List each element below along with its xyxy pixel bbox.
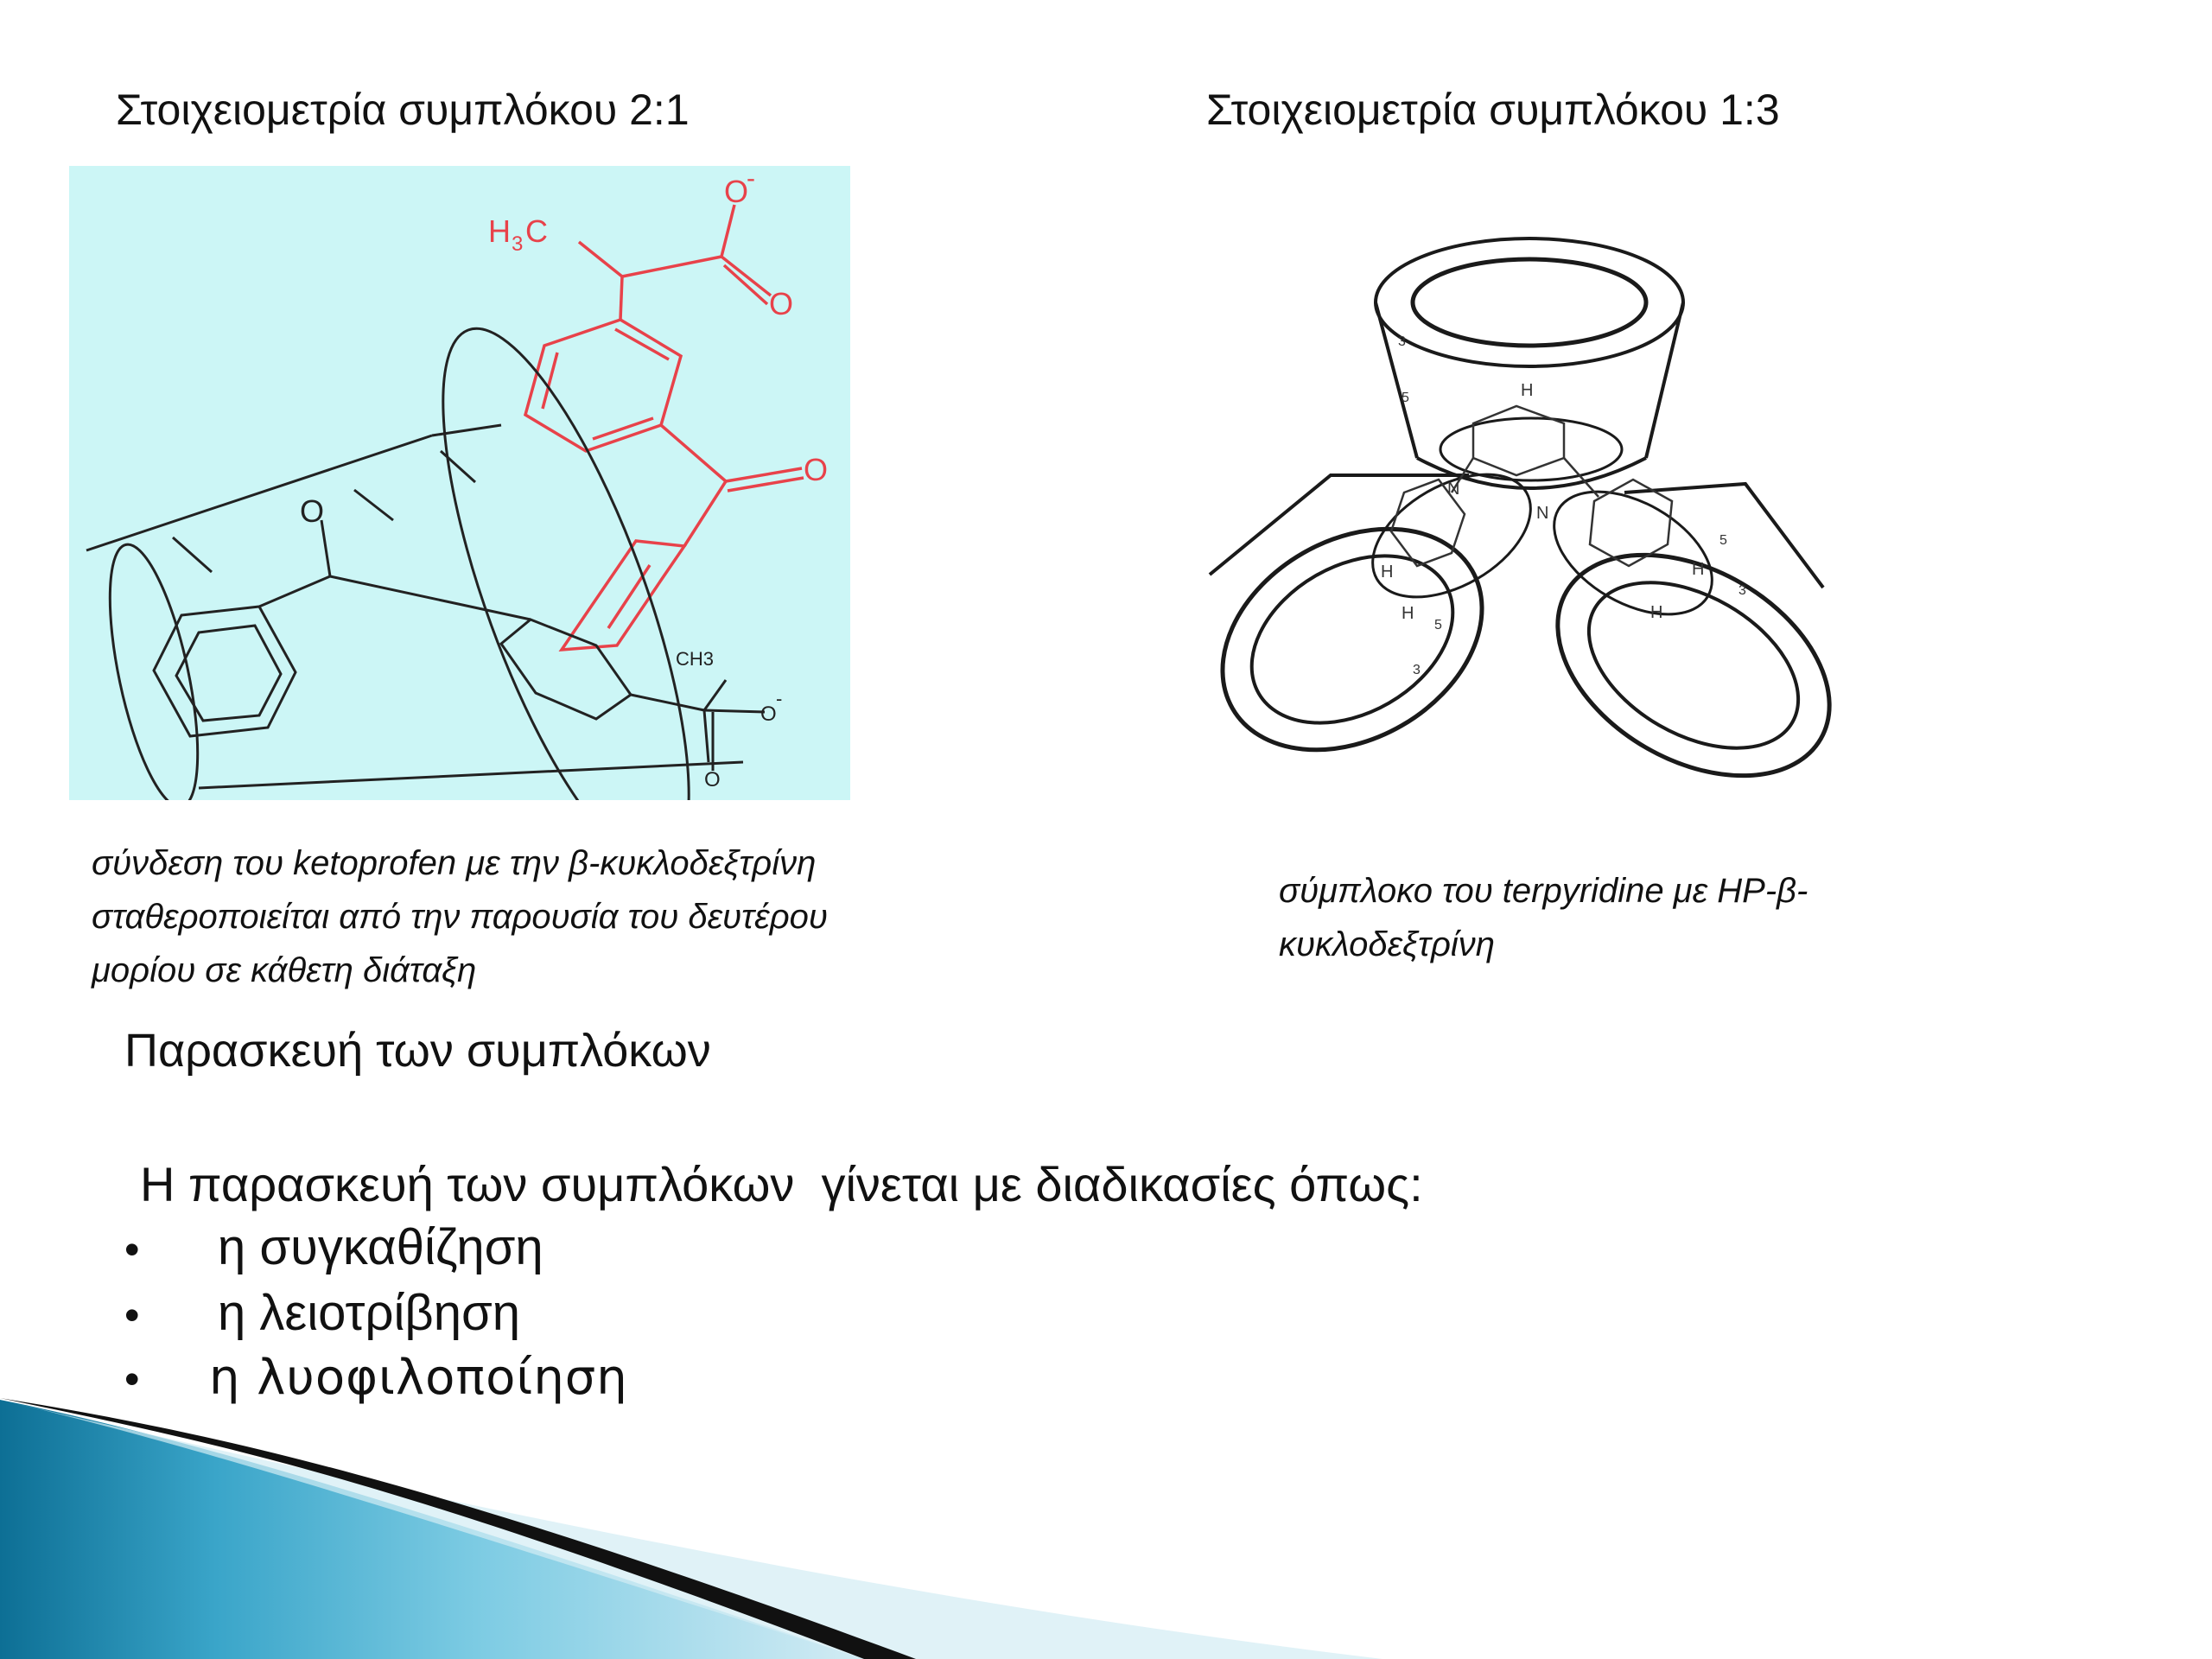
figure-background <box>69 166 850 800</box>
decorative-swoosh <box>0 1382 2212 1659</box>
methyl-label-bottom: CH3 <box>676 648 715 670</box>
caption-right-line: σύμπλοκο του terpyridine με HP-β- <box>1279 872 1808 910</box>
bullet-marker: • <box>124 1225 140 1274</box>
carboxylate-charge-top: - <box>747 166 755 193</box>
carboxylate-oxygen-top: O <box>724 174 749 209</box>
position-3-left: 3 <box>1413 663 1421 677</box>
list-item <box>119 1284 628 1350</box>
caption-left <box>92 836 1007 997</box>
bullet-text: η συγκαθίζηση <box>218 1219 543 1275</box>
ketone-oxygen-red: O <box>804 452 829 487</box>
caption-right <box>1279 864 1987 971</box>
list-item <box>119 1218 628 1284</box>
position-3-right: 3 <box>1738 583 1746 598</box>
terpyridine-structure <box>1391 406 1672 566</box>
preparation-intro: Η παρασκευή των συμπλόκων γίνεται με διαδικασίες όπως: <box>140 1157 1423 1211</box>
h-label-left-bottom: H <box>1402 604 1414 623</box>
carbonyl-oxygen-top: O <box>769 286 794 321</box>
bullet-text: η λυοφιλοποίηση <box>209 1350 628 1406</box>
section-title: Παρασκευή των συμπλόκων <box>124 1025 711 1077</box>
h3c-label-h: H <box>488 213 511 249</box>
caption-left-line: σύνδεση του ketoprofen με την β-κυκλοδεξτρίνη <box>92 844 817 882</box>
n-label-center: N <box>1536 504 1549 523</box>
caption-left-line: μορίου σε κάθετη διάταξη <box>92 951 477 989</box>
h-label-top: H <box>1521 381 1534 400</box>
caption-left-line: σταθεροποιείται από την παρουσία του δευτέρου <box>92 898 828 936</box>
ketone-oxygen-black: O <box>300 493 325 529</box>
ketoprofen-cyclodextrin-figure <box>69 166 850 800</box>
heading-stoichiometry-2-1: Στοιχειομετρία συμπλόκου 2:1 <box>116 86 690 134</box>
carboxylate-charge-bottom: - <box>776 688 783 709</box>
caption-right-line: κυκλοδεξτρίνη <box>1279 925 1495 963</box>
heading-stoichiometry-1-3: Στοιχειομετρία συμπλόκου 1:3 <box>1206 86 1780 134</box>
bullet-text: η λειοτρίβηση <box>218 1285 521 1341</box>
cyclodextrin-tori <box>1183 238 1866 786</box>
position-5-left: 5 <box>1434 618 1442 632</box>
h-label-left: H <box>1381 563 1394 582</box>
bullet-marker: • <box>124 1355 140 1403</box>
carboxylate-oxygen-bottom: O <box>760 702 777 726</box>
h3c-label-subscript: 3 <box>512 232 524 256</box>
swoosh-blue-band <box>0 1400 864 1659</box>
h-label-right-bottom: H <box>1650 603 1663 622</box>
h-label-right: H <box>1692 560 1705 579</box>
carbonyl-oxygen-bottom: O <box>704 768 721 791</box>
position-5-top: 5 <box>1402 391 1409 405</box>
terpyridine-cyclodextrin-figure <box>1175 181 1866 786</box>
position-3-top: 3 <box>1398 334 1406 349</box>
h3c-label-c: C <box>525 213 548 249</box>
bullet-marker: • <box>124 1291 140 1339</box>
position-5-right: 5 <box>1719 533 1727 548</box>
n-label-left: N <box>1447 480 1460 499</box>
